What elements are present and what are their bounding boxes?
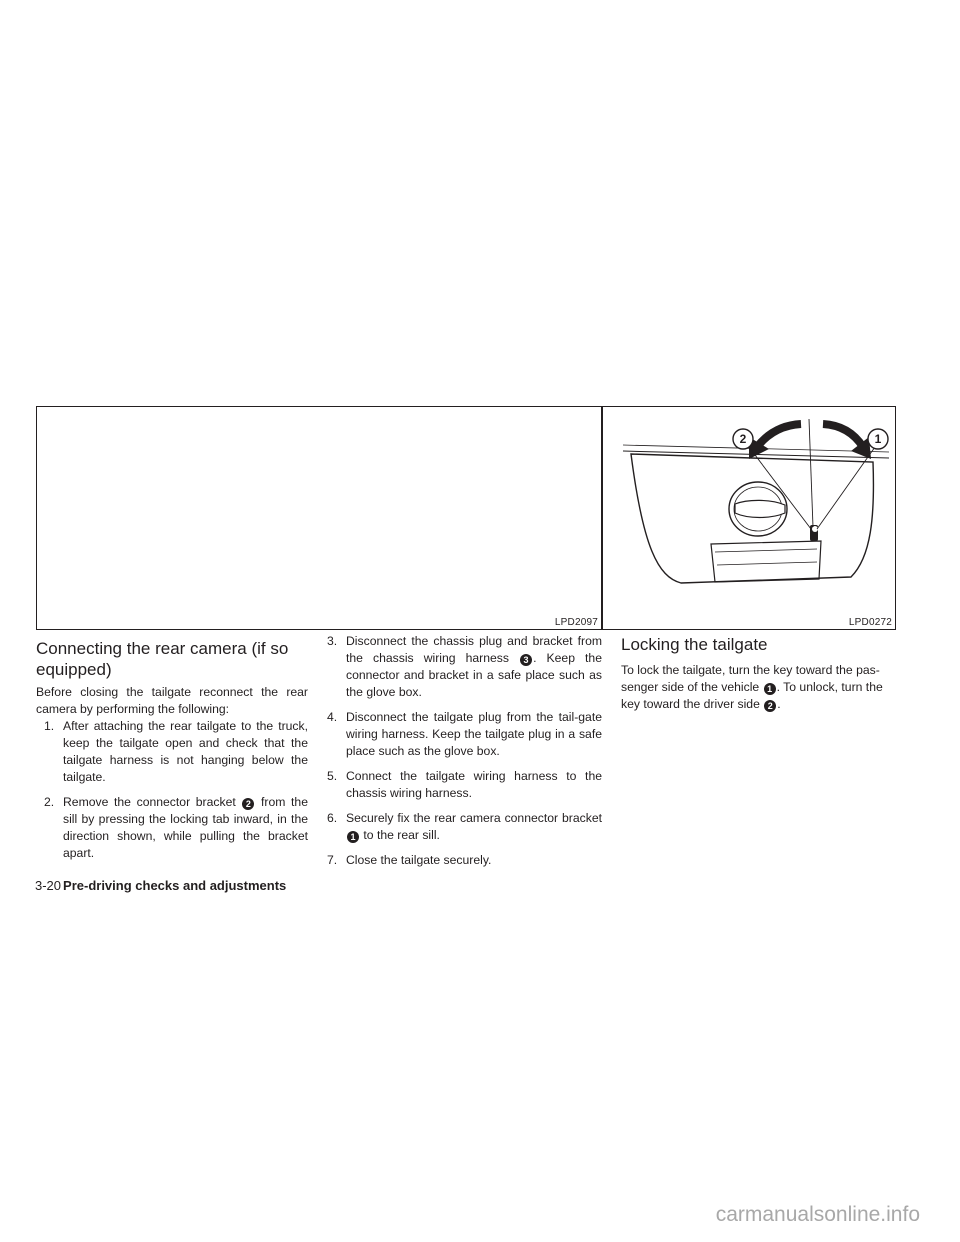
figure-right-code: LPD0272 — [848, 617, 892, 628]
page-footer — [35, 878, 286, 893]
step-text-post: to the rear sill. — [363, 828, 440, 842]
step-item — [327, 768, 602, 802]
figure-left — [36, 406, 602, 630]
step-item — [327, 852, 602, 869]
step-item — [327, 633, 602, 701]
step-number: 3. — [327, 634, 338, 648]
watermark-link[interactable]: carmanualsonline.info — [715, 1203, 920, 1226]
step-text: After attaching the rear tailgate to the truck, keep the tailgate open and check that the tailgate harness is not hanging below the tailgate. — [63, 719, 308, 784]
step-number: 1. — [44, 719, 55, 733]
steps-column-2 — [327, 633, 602, 877]
callout-ref-icon: 1 — [347, 831, 359, 843]
step-number: 5. — [327, 769, 338, 783]
step-item — [327, 709, 602, 760]
step-number: 7. — [327, 853, 338, 867]
section-heading-rear-camera: Connecting the rear camera (if so equipped) — [36, 639, 289, 679]
callout-ref-icon: 2 — [764, 700, 776, 712]
steps-column-1 — [44, 718, 308, 870]
step-item — [327, 810, 602, 844]
step-text-pre: Securely fix the rear camera connector bracket — [346, 811, 602, 825]
locking-text-1: To lock the tailgate, turn the key toward the pas-senger side of the vehicle — [621, 663, 880, 694]
locking-text-3: . — [777, 697, 781, 711]
step-text-pre: Remove the connector bracket — [63, 795, 236, 809]
step-text-post: from the sill by pressing the locking tab inward, in the direction shown, while pulling the bracket apart. — [63, 795, 308, 860]
step-text-pre: Disconnect the chassis plug and bracket from the chassis wiring harness — [346, 634, 602, 665]
step-text: Disconnect the tailgate plug from the tail-gate wiring harness. Keep the tailgate plug in a safe place such as the glove box. — [346, 710, 602, 758]
callout-ref-icon: 1 — [764, 683, 776, 695]
section-heading-locking: Locking the tailgate — [621, 635, 768, 654]
chapter-title: Pre-driving checks and adjustments — [63, 878, 287, 893]
callout-2-label: 2 — [739, 432, 747, 446]
tailgate-illustration — [603, 407, 895, 629]
locking-text-2: . To unlock, turn the key toward the driver side — [621, 680, 883, 711]
step-item — [44, 794, 308, 862]
intro-paragraph: Before closing the tailgate reconnect the rear camera by performing the following: — [36, 685, 308, 716]
callout-ref-icon: 2 — [242, 798, 254, 810]
step-text: Close the tailgate securely. — [346, 853, 492, 867]
step-number: 6. — [327, 811, 338, 825]
step-text: Connect the tailgate wiring harness to the chassis wiring harness. — [346, 769, 602, 800]
callout-1-label: 1 — [874, 432, 882, 446]
page-number: 3-20 — [35, 878, 62, 893]
figure-left-code: LPD2097 — [554, 617, 598, 628]
step-number: 4. — [327, 710, 338, 724]
locking-paragraph — [621, 662, 896, 713]
callout-ref-icon: 3 — [520, 654, 532, 666]
step-number: 2. — [44, 795, 55, 809]
figure-right — [602, 406, 896, 630]
step-item — [44, 718, 308, 786]
step-text-post: . Keep the connector and bracket in a safe place such as the glove box. — [346, 651, 602, 699]
